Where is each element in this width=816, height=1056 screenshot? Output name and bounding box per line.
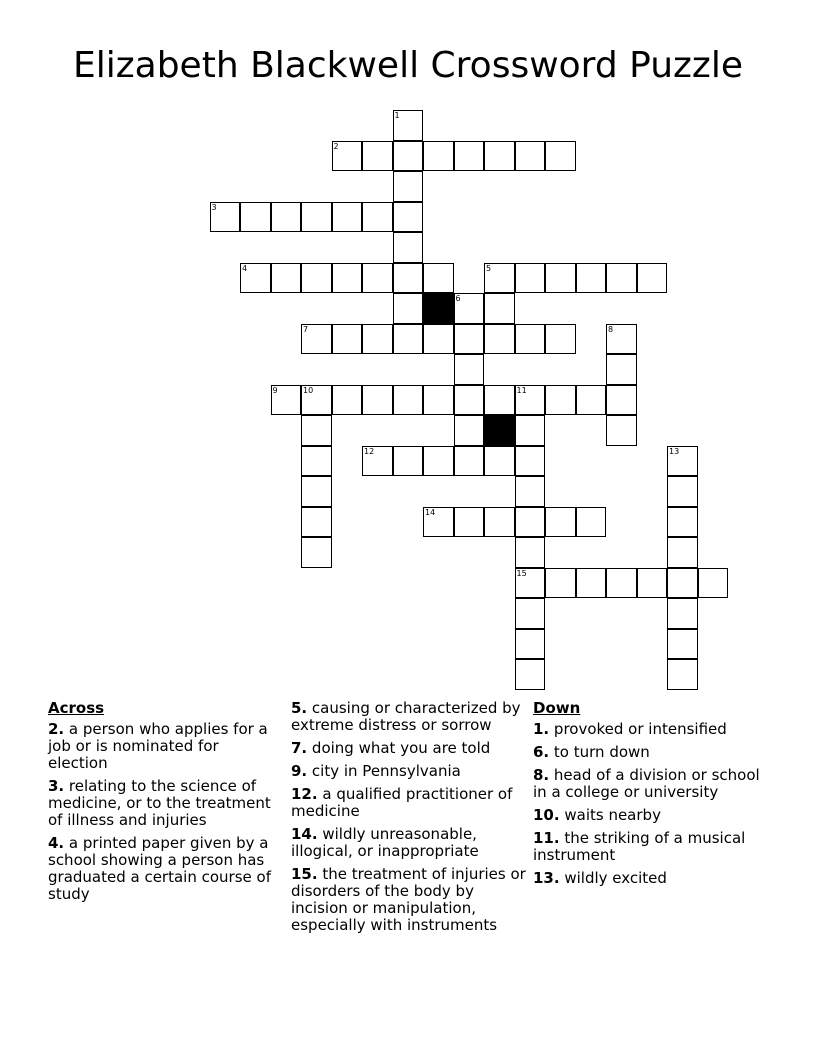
grid-cell[interactable] (362, 446, 393, 477)
grid-cell[interactable] (301, 446, 332, 477)
grid-cell[interactable] (271, 263, 302, 294)
grid-cell[interactable] (515, 263, 546, 294)
down-heading: Down (533, 699, 581, 717)
grid-cell[interactable] (332, 202, 363, 233)
grid-cell[interactable] (332, 324, 363, 355)
grid-cell[interactable] (637, 568, 668, 599)
clue-across-14: 14. wildly unreasonable, illogical, or inappropriate (291, 825, 479, 860)
grid-cell[interactable] (545, 141, 576, 172)
clue-across-5: 5. causing or characterized by extreme distress or sorrow (291, 699, 521, 734)
grid-cell[interactable] (301, 507, 332, 538)
grid-cell[interactable] (515, 141, 546, 172)
grid-cell[interactable] (393, 446, 424, 477)
grid-cell[interactable] (271, 202, 302, 233)
cell-number: 12 (364, 446, 375, 456)
grid-cell[interactable] (484, 507, 515, 538)
grid-cell[interactable] (606, 354, 637, 385)
cell-number: 6 (455, 294, 461, 303)
grid-cell[interactable] (484, 293, 515, 324)
grid-cell[interactable] (545, 324, 576, 355)
cell-number: 11 (516, 385, 527, 395)
grid-cell[interactable] (271, 385, 302, 416)
cell-number: 1 (394, 111, 400, 120)
grid-cell[interactable] (332, 385, 363, 416)
clue-across-3: 3. relating to the science of medicine, or to the treatment of illness and injuries (48, 777, 271, 829)
grid-cell[interactable] (515, 415, 546, 446)
grid-cell[interactable] (545, 385, 576, 416)
grid-cell[interactable] (393, 202, 424, 233)
black-cell (484, 415, 515, 446)
grid-cell[interactable] (667, 659, 698, 690)
clue-across-15: 15. the treatment of injuries or disorders of the body by incision or manipulation, especially with instruments (291, 865, 526, 934)
cell-number: 13 (669, 446, 680, 456)
grid-cell[interactable] (637, 263, 668, 294)
grid-cell[interactable] (484, 141, 515, 172)
grid-cell[interactable] (576, 568, 607, 599)
grid-cell[interactable] (454, 324, 485, 355)
cell-number: 14 (425, 507, 436, 517)
clue-down-10: 10. waits nearby (533, 806, 661, 824)
grid-cell[interactable] (484, 446, 515, 477)
grid-cell[interactable] (484, 263, 515, 294)
cell-number: 2 (333, 141, 339, 151)
clue-down-6: 6. to turn down (533, 743, 650, 761)
grid-cell[interactable] (515, 537, 546, 568)
grid-cell[interactable] (667, 507, 698, 538)
grid-cell[interactable] (545, 263, 576, 294)
grid-cell[interactable] (393, 232, 424, 263)
grid-cell[interactable] (606, 385, 637, 416)
grid-cell[interactable] (667, 476, 698, 507)
grid-cell[interactable] (454, 293, 485, 324)
grid-cell[interactable] (332, 263, 363, 294)
grid-cell[interactable] (606, 263, 637, 294)
grid-cell[interactable] (698, 568, 729, 599)
grid-cell[interactable] (393, 171, 424, 202)
clue-across-9: 9. city in Pennsylvania (291, 762, 461, 780)
clue-down-1: 1. provoked or intensified (533, 720, 727, 738)
clue-across-12: 12. a qualified practitioner of medicine (291, 785, 513, 820)
grid-cell[interactable] (576, 263, 607, 294)
grid-cell[interactable] (667, 446, 698, 477)
cell-number: 5 (486, 263, 492, 273)
grid-cell[interactable] (606, 324, 637, 355)
grid-cell[interactable] (362, 141, 393, 172)
clue-down-8: 8. head of a division or school in a college or university (533, 766, 760, 801)
clue-across-7: 7. doing what you are told (291, 739, 491, 757)
grid-cell[interactable] (362, 202, 393, 233)
grid-cell[interactable] (515, 507, 546, 538)
grid-cell[interactable] (301, 537, 332, 568)
grid-cell[interactable] (423, 141, 454, 172)
grid-cell[interactable] (667, 568, 698, 599)
cell-number: 7 (303, 324, 309, 334)
grid-cell[interactable] (454, 354, 485, 385)
cell-number: 8 (608, 324, 614, 334)
grid-cell[interactable] (606, 568, 637, 599)
grid-cell[interactable] (301, 263, 332, 294)
grid-cell[interactable] (393, 263, 424, 294)
grid-cell[interactable] (423, 446, 454, 477)
clue-across-2: 2. a person who applies for a job or is nominated for election (48, 720, 268, 772)
grid-cell[interactable] (240, 263, 271, 294)
grid-cell[interactable] (545, 507, 576, 538)
grid-cell[interactable] (606, 415, 637, 446)
grid-cell[interactable] (423, 263, 454, 294)
cell-number: 10 (303, 385, 314, 395)
grid-cell[interactable] (301, 202, 332, 233)
grid-cell[interactable] (362, 263, 393, 294)
grid-cell[interactable] (515, 629, 546, 660)
grid-cell[interactable] (454, 446, 485, 477)
cell-number: 4 (242, 263, 248, 273)
cell-number: 9 (272, 385, 278, 395)
clue-down-13: 13. wildly excited (533, 869, 667, 887)
grid-cell[interactable] (210, 202, 241, 233)
grid-cell[interactable] (393, 110, 424, 141)
grid-cell[interactable] (545, 568, 576, 599)
grid-cell[interactable] (515, 324, 546, 355)
clue-across-4: 4. a printed paper given by a school showing a person has graduated a certain course of study (48, 834, 271, 903)
grid-cell[interactable] (576, 385, 607, 416)
grid-cell[interactable] (301, 415, 332, 446)
grid-cell[interactable] (301, 324, 332, 355)
grid-cell[interactable] (393, 141, 424, 172)
grid-cell[interactable] (423, 324, 454, 355)
down-clues-column (533, 700, 769, 893)
grid-cell[interactable] (393, 324, 424, 355)
grid-cell[interactable] (484, 324, 515, 355)
grid-cell[interactable] (454, 507, 485, 538)
grid-cell[interactable] (362, 324, 393, 355)
grid-cell[interactable] (576, 507, 607, 538)
grid-cell[interactable] (667, 537, 698, 568)
grid-cell[interactable] (454, 415, 485, 446)
page-title: Elizabeth Blackwell Crossword Puzzle (73, 45, 743, 86)
grid-cell[interactable] (301, 385, 332, 416)
grid-cell[interactable] (454, 141, 485, 172)
grid-cell[interactable] (667, 598, 698, 629)
grid-cell[interactable] (362, 385, 393, 416)
across-clues-column-1 (48, 700, 276, 909)
across-clues-column-2 (291, 700, 527, 940)
cell-number: 3 (211, 202, 217, 212)
across-heading: Across (48, 699, 105, 717)
grid-cell[interactable] (454, 385, 485, 416)
grid-cell[interactable] (515, 476, 546, 507)
grid-cell[interactable] (515, 385, 546, 416)
grid-cell[interactable] (515, 568, 546, 599)
black-cell (423, 293, 454, 324)
grid-cell[interactable] (515, 598, 546, 629)
grid-cell[interactable] (484, 385, 515, 416)
grid-cell[interactable] (423, 385, 454, 416)
grid-cell[interactable] (393, 293, 424, 324)
grid-cell[interactable] (515, 446, 546, 477)
grid-cell[interactable] (332, 141, 363, 172)
cell-number: 15 (516, 568, 527, 578)
grid-cell[interactable] (423, 507, 454, 538)
clue-down-11: 11. the striking of a musical instrument (533, 829, 746, 864)
grid-cell[interactable] (515, 659, 546, 690)
grid-cell[interactable] (393, 385, 424, 416)
grid-cell[interactable] (240, 202, 271, 233)
grid-cell[interactable] (667, 629, 698, 660)
grid-cell[interactable] (301, 476, 332, 507)
